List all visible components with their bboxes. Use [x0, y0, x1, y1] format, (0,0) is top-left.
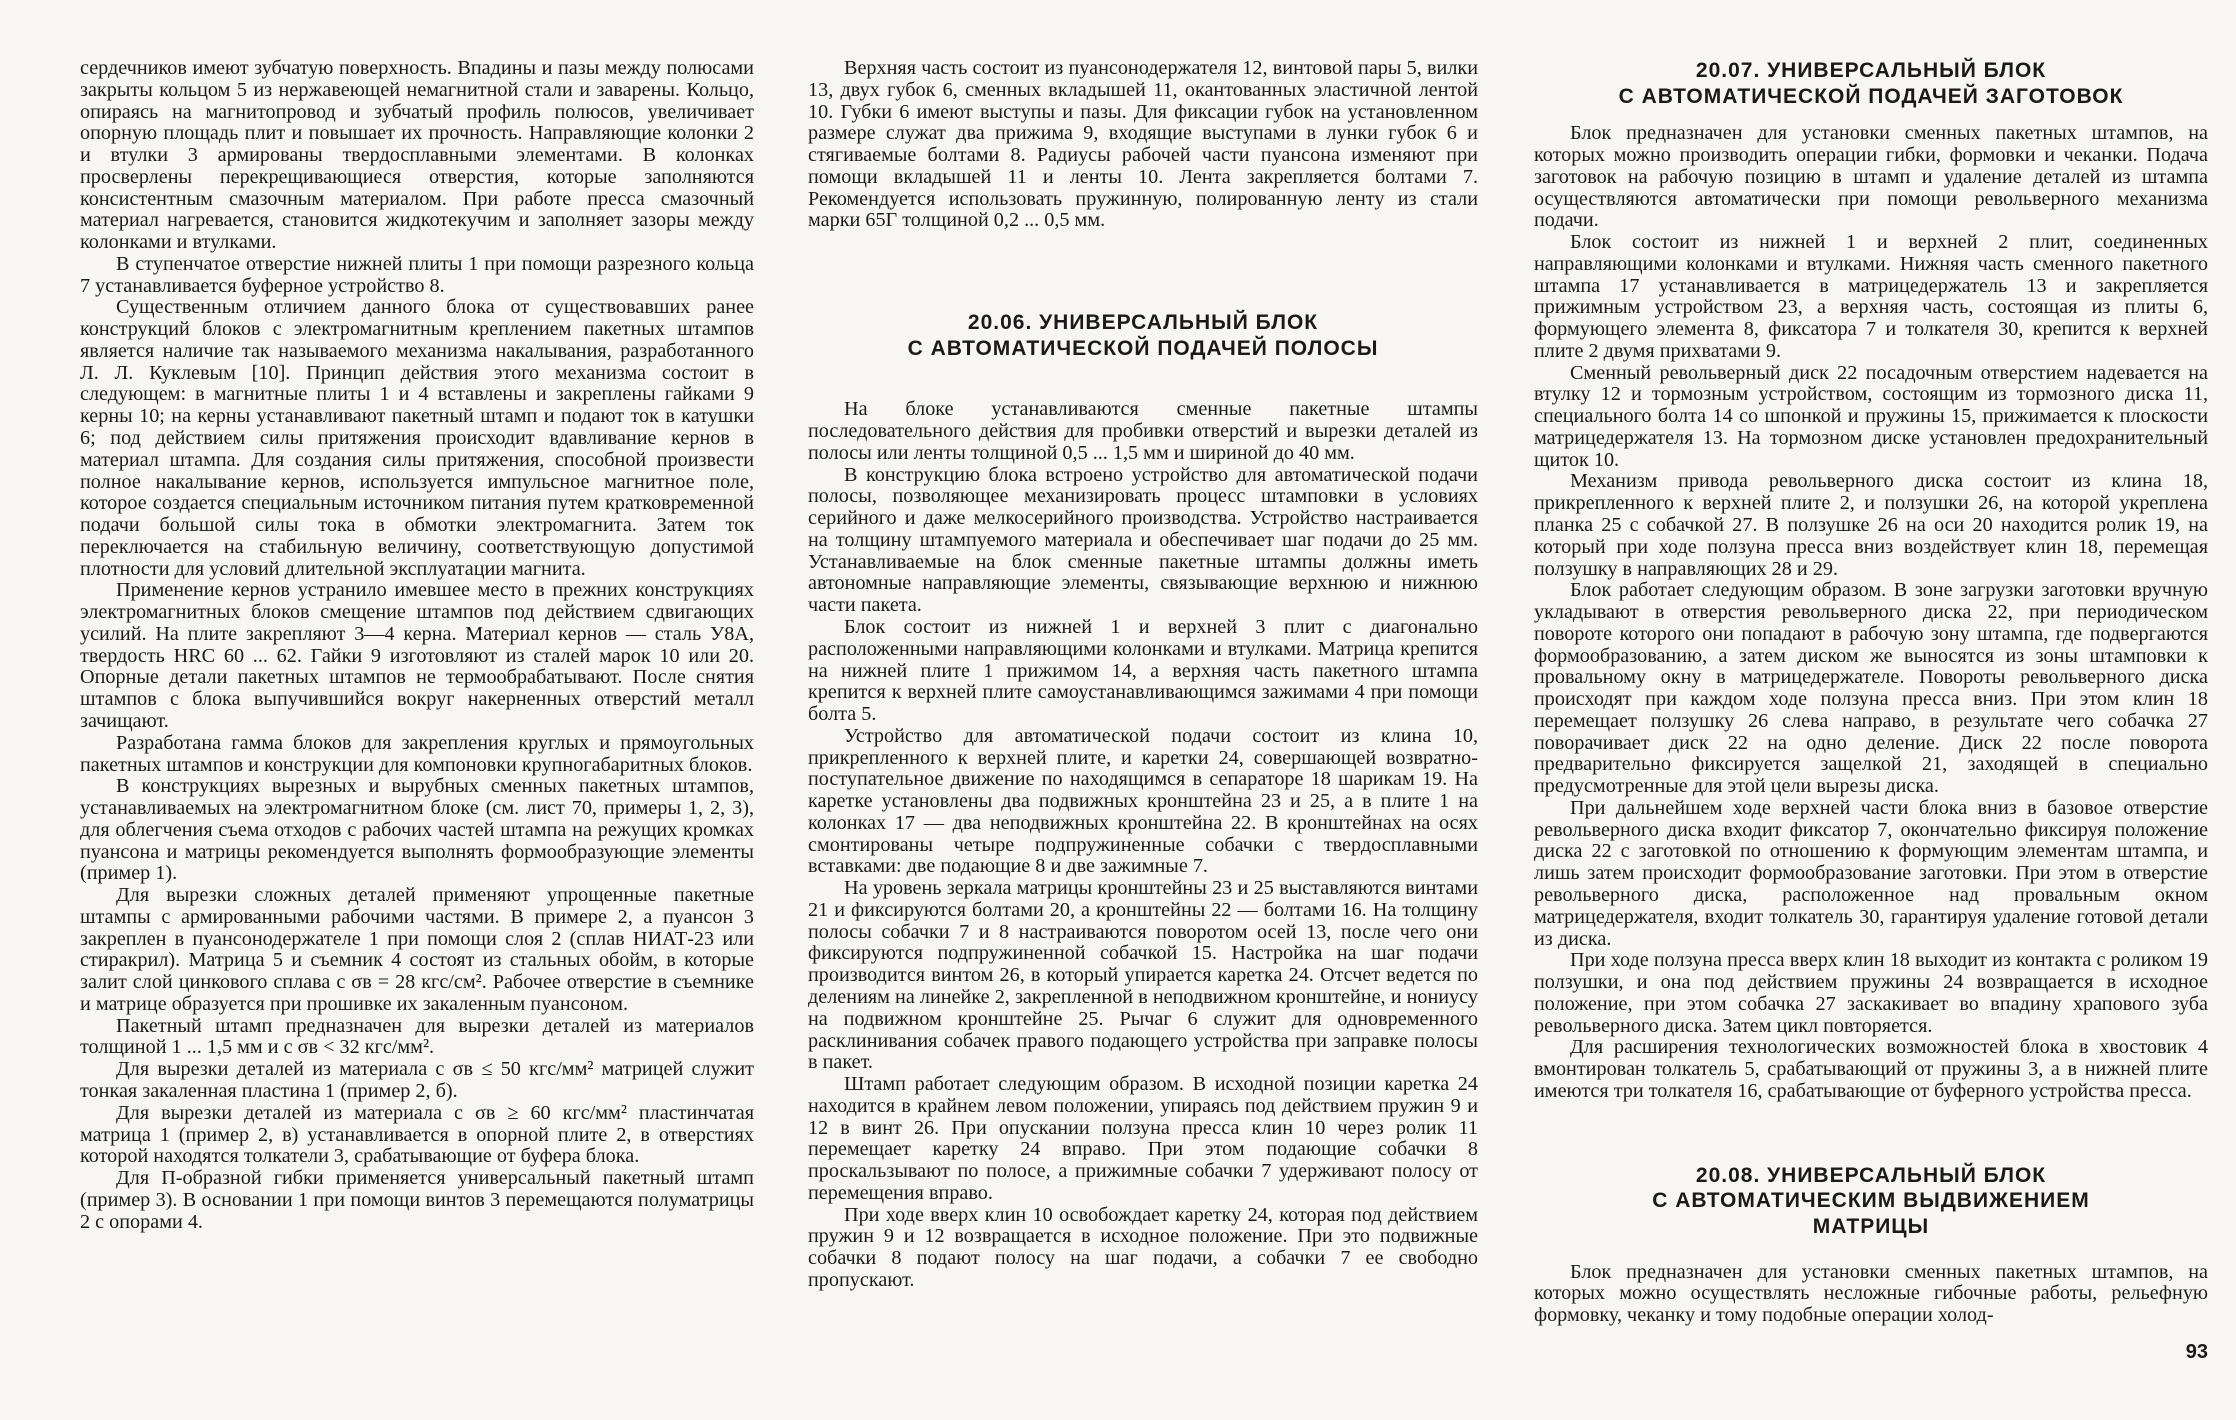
- heading-line: С АВТОМАТИЧЕСКОЙ ПОДАЧЕЙ ЗАГОТОВОК: [1618, 84, 2124, 108]
- paragraph: Для вырезки деталей из материала с σв ≤ 50 кгс/мм² матрицей служит тонкая закаленная пластина 1 (пример 2, б).: [80, 1058, 754, 1102]
- paragraph: Для расширения технологических возможностей блока в хвостовик 4 вмонтирован толкатель 5, срабатывающий от пружины 3, а в нижней плите имеются три толкателя 16, срабатывающие от буферного устройства пресса.: [1534, 1036, 2208, 1102]
- paragraph: Верхняя часть состоит из пуансонодержателя 12, винтовой пары 5, вилки 13, двух губок 6, сменных вкладышей 11, окантованных эластичной лентой 10. Губки 6 имеют выступы и пазы. Для фиксации губок на установленном размере служат два прижима 9, входящие выступами в лунки губок 6 и стягиваемые болтами 8. Радиусы рабочей части пуансона изменяют при помощи вкладышей 11 и ленты 10. Лента закрепляется болтами 7. Рекомендуется использовать пружинную, полированную ленту из стали марки 65Г толщиной 0,2 ... 0,5 мм.: [808, 57, 1478, 232]
- paragraph: Применение кернов устранило имевшее место в прежних конструкциях электромагнитных блоков смещение штампов под действием сдвигающих усилий. На плите закрепляют 3—4 керна. Материал кернов — сталь У8А, твердость HRC 60 ... 62. Гайки 9 изготовляют из сталей марок 10 или 20. Опорные детали пакетных штампов не термообрабатывают. После снятия штампов с блока выпучившийся вокруг накерненных отверстий металл зачищают.: [80, 579, 754, 732]
- column-left: [80, 58, 754, 1233]
- paragraph: Для вырезки деталей из материала с σв ≥ 60 кгс/мм² пластинчатая матрица 1 (пример 2, в) устанавливается в опорной плите 2, в отверстиях которой находятся толкатели 3, срабатывающие от буфера блока.: [80, 1101, 754, 1168]
- heading-line: МАТРИЦЫ: [1812, 1214, 1930, 1238]
- paragraph: Блок предназначен для установки сменных пакетных штампов, на которых можно производить операции гибки, формовки и чеканки. Подача заготовок на рабочую позицию в штамп и удаление деталей из штампа осуществляются автоматически при помощи револьверного механизма подачи.: [1534, 122, 2208, 232]
- paragraph: Существенным отличием данного блока от существовавших ранее конструкций блоков с электромагнитным креплением пакетных штампов является наличие так называемого механизма накалывания, разработанного Л. Л. Куклевым [10]. Принцип действия этого механизма состоит в следующем: в магнитные плиты 1 и 4 вставлены и закреплены гайками 9 керны 10; на керны устанавливают пакетный штамп и подают ток в катушки 6; под действием силы притяжения происходит вдавливание кернов в материал штампа. Для создания силы притяжения, способной произвести полное накалывание кернов, используется импульсное магнитное поле, которое создается специальным источником питания путем кратковременной подачи большой силы тока в обмотки электромагнита. Затем ток переключается на стабильную величину, соответствующую допустимой плотности для условий длительной эксплуатации магнита.: [80, 296, 754, 580]
- paragraph: Устройство для автоматической подачи состоит из клина 10, прикрепленного к верхней плите, и каретки 24, совершающей возвратно-поступательное движение по находящимся в сепараторе 18 шарикам 19. На каретке установлены два подвижных кронштейна 23 и 25, а в плите 1 на колонках 17 — два неподвижных кронштейна 22. В кронштейнах на осях смонтированы четыре подпружиненные собачки с твердосплавными вставками: две подающие 8 и две зажимные 7.: [808, 724, 1478, 878]
- paragraph: Для вырезки сложных деталей применяют упрощенные пакетные штампы с армированными рабочими частями. В примере 2, а пуансон 3 закреплен в пуансонодержателе 1 при помощи слоя 2 (сплав НИАТ-23 или стиракрил). Матрица 5 и съемник 4 состоят из стальных обойм, в которые залит слой цинкового сплава с σв = 28 кгс/см². Рабочее отверстие в съемнике и матрице образуется при прошивке их закаленным пуансоном.: [80, 884, 754, 1015]
- paragraph: Разработана гамма блоков для закрепления круглых и прямоугольных пакетных штампов и конструкции для компоновки крупногабаритных блоков.: [80, 731, 754, 776]
- paragraph: Блок предназначен для установки сменных пакетных штампов, на которых можно осуществлять несложные гибочные работы, рельефную формовку, чеканку и тому подобные операции холод-: [1534, 1260, 2208, 1327]
- paragraph: Блок работает следующим образом. В зоне загрузки заготовки вручную укладывают в отверстия револьверного диска 22, при периодическом повороте которого они попадают в рабочую зону штампа, где подвергаются формообразованию, а затем диском же выносятся из зоны штамповки к провальному окну в матрицедержателе. Повороты револьверного диска происходят при каждом ходе ползуна пресса вниз. При этом клин 18 перемещает ползушку 26 слева направо, в результате чего собачка 27 поворачивает диск 22 на одно деление. Диск 22 после поворота предварительно фиксируется защелкой 21, заходящей в специально предусмотренные для этой цели вырезы диска.: [1534, 579, 2208, 798]
- paragraph: На блоке устанавливаются сменные пакетные штампы последовательного действия для пробивки отверстий и вырезки деталей из полосы или ленты толщиной 0,5 ... 1,5 мм и шириной до 40 мм.: [808, 398, 1478, 464]
- page-number: 93: [2185, 1341, 2208, 1363]
- paragraph: Блок состоит из нижней 1 и верхней 2 плит, соединенных направляющими колонками и втулками. Нижняя часть сменного пакетного штампа 17 устанавливается в матрицедержатель 13 и закрепляется прижимным устройством 23, а верхняя часть, состоящая из плиты 6, формующего элемента 8, фиксатора 7 и толкателя 30, крепится к верхней плите 2 двумя прихватами 9.: [1534, 231, 2208, 362]
- heading-line: С АВТОМАТИЧЕСКИМ ВЫДВИЖЕНИЕМ: [1652, 1189, 2090, 1213]
- paragraph: Штамп работает следующим образом. В исходной позиции каретка 24 находится в крайнем левом положении, упираясь под действием пружин 9 и 12 в винт 26. При опускании ползуна пресса клин 10 через ролик 11 перемещает каретку 24 вправо. При этом подающие собачки 8 проскальзывают по полосе, а прижимные собачки 7 удерживают полосу от перемещения вправо.: [808, 1073, 1478, 1204]
- heading-line: 20.06. УНИВЕРСАЛЬНЫЙ БЛОК: [967, 311, 1319, 335]
- heading-line: С АВТОМАТИЧЕСКОЙ ПОДАЧЕЙ ПОЛОСЫ: [907, 336, 1379, 360]
- paragraph: Пакетный штамп предназначен для вырезки деталей из материалов толщиной 1 ... 1,5 мм и с σв < 32 кгс/мм².: [80, 1014, 754, 1059]
- paragraph: При ходе вверх клин 10 освобождает каретку 24, которая под действием пружин 9 и 12 возвращается в исходное положение. При это подвижные собачки 8 подают полосу на шаг подачи, а собачки 7 ее свободно пропускают.: [808, 1203, 1478, 1291]
- section-heading-20-06: [808, 310, 1478, 361]
- heading-line: 20.08. УНИВЕРСАЛЬНЫЙ БЛОК: [1695, 1163, 2047, 1187]
- heading-line: 20.07. УНИВЕРСАЛЬНЫЙ БЛОК: [1695, 59, 2047, 82]
- paragraph: На уровень зеркала матрицы кронштейны 23 и 25 выставляются винтами 21 и фиксируются болтами 20, а кронштейны 22 — болтами 16. На толщину полосы собачки 7 и 8 настраиваются поворотом осей 13, после чего они фиксируются подпружиненной собачкой 15. Настройка на шаг подачи производится винтом 26, в который упирается каретка 24. Отсчет ведется по делениям на линейке 2, закрепленной в неподвижном кронштейне, и нониусу на подвижном кронштейне 25. Рычаг 6 служит для одновременного расклинивания собачек правого подающего устройства при заправке полосы в пакет.: [808, 877, 1478, 1074]
- paragraph: сердечников имеют зубчатую поверхность. Впадины и пазы между полюсами закрыты кольцом 5 из нержавеющей немагнитной стали и заварены. Кольцо, опираясь на магнитопровод и зубчатый профиль полюсов, увеличивает опорную площадь плит и повышает их прочность. Направляющие колонки 2 и втулки 3 армированы твердосплавными элементами. В колонках просверлены перекрещивающиеся отверстия, которые заполняются консистентным смазочным материалом. При работе пресса смазочный материал нагревается, становится жидкотекучим и заполняет зазоры между колонками и втулками.: [80, 57, 754, 254]
- section-heading-20-07: [1534, 58, 2208, 109]
- paragraph: В конструкциях вырезных и вырубных сменных пакетных штампов, устанавливаемых на электромагнитном блоке (см. лист 70, примеры 1, 2, 3), для облегчения съема отходов с рабочих частей штампа на режущих кромках пуансона и матрицы рекомендуется выполнять формообразующие элементы (пример 1).: [80, 775, 754, 885]
- paragraph: При дальнейшем ходе верхней части блока вниз в базовое отверстие револьверного диска входит фиксатор 7, окончательно фиксируя положение диска 22 с заготовкой по отношению к формующим элементам штампа, и лишь затем происходит формообразование заготовки. При этом в отверстие револьверного диска, расположенное над провальным окном матрицедержателя, входит толкатель 30, гарантируя удаление готовой детали из диска.: [1534, 796, 2208, 950]
- paragraph: При ходе ползуна пресса вверх клин 18 выходит из контакта с роликом 19 ползушки, и она под действием пружины 24 возвращается в исходное положение, при этом собачка 27 заскакивает во впадину храпового зуба револьверного диска. Затем цикл повторяется.: [1534, 949, 2208, 1037]
- paragraph: Для П-образной гибки применяется универсальный пакетный штамп (пример 3). В основании 1 при помощи винтов 3 перемещаются полуматрицы 2 с опорами 4.: [80, 1167, 754, 1233]
- section-heading-20-08: [1534, 1163, 2208, 1240]
- column-middle: [808, 58, 1478, 1292]
- paragraph: Сменный револьверный диск 22 посадочным отверстием надевается на втулку 12 и тормозным устройством, состоящим из тормозного диска 11, специального болта 14 со шпонкой и пружины 15, прижимается к плоскости матрицедержателя 13. На тормозном диске установлен предохранительный щиток 10.: [1534, 361, 2208, 471]
- column-right: [1534, 58, 2208, 1327]
- paragraph: В конструкцию блока встроено устройство для автоматической подачи полосы, позволяющее механизировать процесс штамповки в условиях серийного и даже мелкосерийного производства. Устройство настраивается на толщину штампуемого материала и обеспечивает шаг подачи до 25 мм. Устанавливаемые на блок сменные пакетные штампы должны иметь автономные направляющие элементы, связывающие верхнюю и нижнюю части пакета.: [808, 463, 1478, 617]
- paragraph: В ступенчатое отверстие нижней плиты 1 при помощи разрезного кольца 7 устанавливается буферное устройство 8.: [80, 252, 754, 297]
- paragraph: Механизм привода револьверного диска состоит из клина 18, прикрепленного к верхней плите 2, и ползушки 26, на которой укреплена планка 25 с собачкой 27. В ползушке 26 на оси 20 находится ролик 19, на который при ходе ползуна пресса вниз воздействует клин 18, перемещая ползушку в направляющих 28 и 29.: [1534, 470, 2208, 580]
- paragraph: Блок состоит из нижней 1 и верхней 3 плит с диагонально расположенными направляющими колонками и втулками. Матрица крепится на нижней плите 1 прижимом 14, а верхняя часть пакетного штампа крепится к верхней плите самоустанавливающимся зажимами 4 при помощи болта 5.: [808, 616, 1478, 726]
